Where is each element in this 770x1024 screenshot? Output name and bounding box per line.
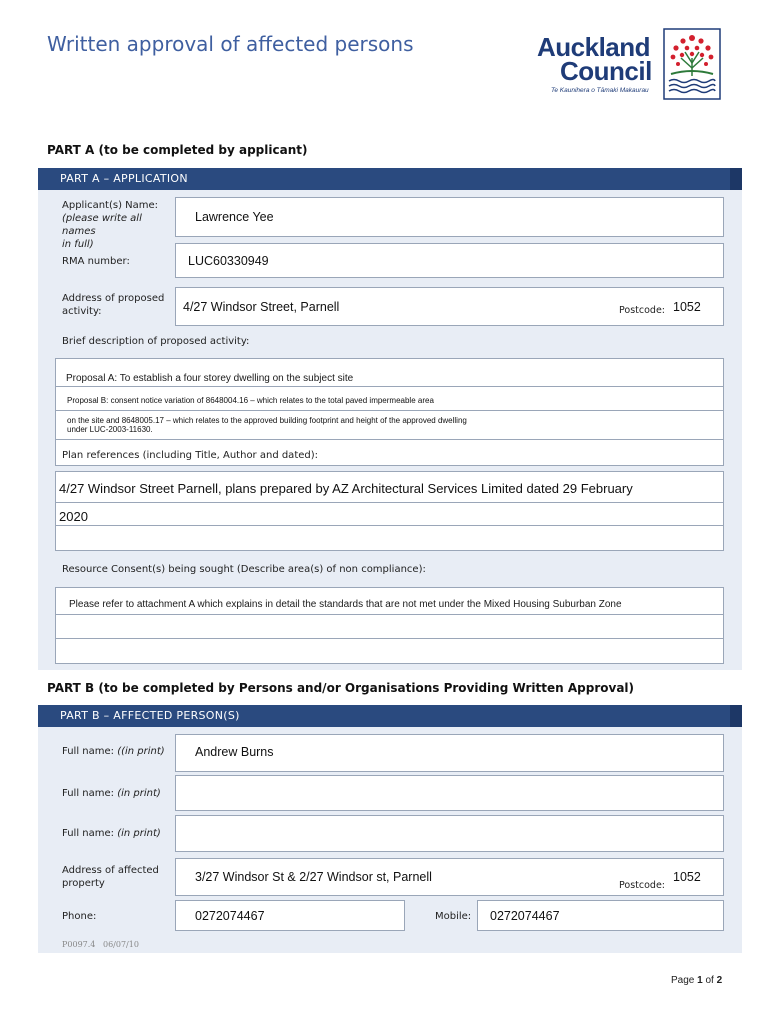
plan-label: Plan references (including Title, Author and dated): — [62, 450, 319, 461]
brief-line-3a: on the site and 8648005.17 – which relates to the approved building footprint and height of the approved dwelling — [67, 416, 467, 425]
band-accent — [730, 705, 742, 727]
rma-number-value: LUC60330949 — [188, 254, 269, 268]
plan-line-2: 2020 — [59, 509, 88, 524]
affected-address-value: 3/27 Windsor St & 2/27 Windsor st, Parnell — [195, 870, 432, 884]
divider — [56, 525, 723, 526]
brief-line-2: Proposal B: consent notice variation of 8648004.16 – which relates to the total paved impermeable area — [67, 396, 434, 405]
mobile-field[interactable] — [477, 900, 724, 931]
address-field[interactable] — [175, 287, 724, 326]
part-b-heading: PART B (to be completed by Persons and/or Organisations Providing Written Approval) — [47, 681, 635, 695]
address-value: 4/27 Windsor Street, Parnell — [183, 300, 340, 314]
divider — [56, 410, 723, 411]
divider — [56, 502, 723, 503]
affected-address-field[interactable] — [175, 858, 724, 896]
fullname-field-3[interactable] — [175, 815, 724, 852]
divider — [56, 439, 723, 440]
brief-line-3b: under LUC-2003-11630. — [67, 425, 153, 434]
part-a-band-label: PART A – APPLICATION — [60, 172, 188, 185]
part-a-band — [38, 168, 742, 190]
mobile-label: Mobile: — [435, 911, 472, 922]
logo-tagline: Te Kaunihera o Tāmaki Makaurau — [551, 87, 649, 94]
consent-line-1: Please refer to attachment A which explains in detail the standards that are not met under the Mixed Housing Suburban Zone — [69, 599, 622, 610]
phone-label: Phone: — [62, 911, 97, 922]
consent-label: Resource Consent(s) being sought (Describe area(s) of non compliance): — [62, 564, 426, 575]
part-a-heading: PART A (to be completed by applicant) — [47, 143, 308, 157]
applicant-label: Applicant(s) Name: (please write all names in full) — [62, 200, 159, 250]
fullname-label-2: Full name: (in print) — [62, 788, 161, 799]
phone-value: 0272074467 — [195, 909, 265, 923]
plan-references-field[interactable] — [55, 471, 724, 551]
affected-postcode-value: 1052 — [673, 870, 701, 884]
divider — [56, 614, 723, 615]
fullname-field-1[interactable] — [175, 734, 724, 772]
part-b-band-label: PART B – AFFECTED PERSON(S) — [60, 709, 240, 722]
fullname-value-1: Andrew Burns — [195, 745, 274, 759]
rma-label: RMA number: — [62, 256, 130, 267]
mobile-value: 0272074467 — [490, 909, 560, 923]
page-number: Page 1 of 2 — [671, 975, 723, 986]
page-title: Written approval of affected persons — [47, 32, 414, 56]
divider — [56, 386, 723, 387]
applicant-name-value: Lawrence Yee — [195, 210, 274, 224]
fullname-field-2[interactable] — [175, 775, 724, 811]
affected-postcode-label: Postcode: — [619, 880, 665, 891]
phone-field[interactable] — [175, 900, 405, 931]
rma-number-field[interactable] — [175, 243, 724, 278]
form-code: P0097.4 06/07/10 — [62, 940, 139, 949]
postcode-value: 1052 — [673, 300, 701, 314]
divider — [56, 638, 723, 639]
applicant-name-field[interactable] — [175, 197, 724, 237]
band-accent — [730, 168, 742, 190]
logo-wordmark-2: Council — [560, 56, 652, 86]
brief-label: Brief description of proposed activity: — [62, 336, 250, 347]
postcode-label: Postcode: — [619, 305, 665, 316]
fullname-label-1: Full name: ((in print) — [62, 746, 165, 757]
plan-line-1: 4/27 Windsor Street Parnell, plans prepared by AZ Architectural Services Limited dated 29 February — [59, 481, 633, 496]
logo-wordmark-1: Auckland — [537, 32, 651, 62]
address-label: Address of proposed activity: — [62, 293, 165, 317]
fullname-label-3: Full name: (in print) — [62, 828, 161, 839]
pohutukawa-icon — [663, 28, 721, 100]
affected-address-label: Address of affected property — [62, 865, 159, 889]
brief-line-1: Proposal A: To establish a four storey dwelling on the subject site — [66, 373, 354, 384]
part-b-band — [38, 705, 742, 727]
resource-consent-field[interactable] — [55, 587, 724, 664]
